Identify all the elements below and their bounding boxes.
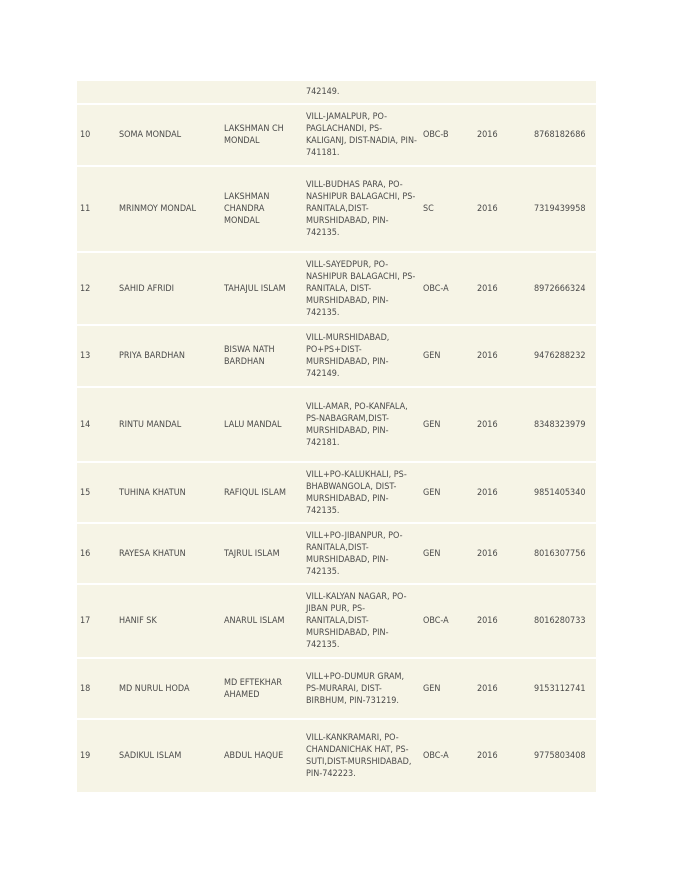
sn-cell: 14 <box>80 419 91 430</box>
address-cell: VILL+PO-JIBANPUR, PO-RANITALA,DIST-MURSHIDABAD, PIN-742135. <box>306 530 403 577</box>
address-cell: VILL-MURSHIDABAD, PO+PS+DIST-MURSHIDABAD, PIN-742149. <box>306 333 390 379</box>
sn-cell: 12 <box>80 283 91 294</box>
name-cell: HANIF SK <box>119 616 157 626</box>
address-cell: VILL+PO-KALUKHALI, PS-BHABWANGOLA, DIST-MURSHIDABAD, PIN-742135. <box>306 469 407 516</box>
address-cell: VILL-KALYAN NAGAR, PO-JIBAN PUR, PS-RANITALA,DIST-MURSHIDABAD, PIN-742135. <box>306 592 407 650</box>
name-cell: RAYESA KHATUN <box>119 548 186 559</box>
year-cell: 2016 <box>477 548 498 559</box>
father-cell: ANARUL ISLAM <box>224 616 285 626</box>
name-cell: MRINMOY MONDAL <box>119 204 196 214</box>
category-cell: OBC-A <box>423 751 449 761</box>
address-cell: VILL-BUDHAS PARA, PO-NASHIPUR BALAGACHI, PS-RANITALA,DIST-MURSHIDABAD, PIN-742135. <box>306 180 416 238</box>
phone-cell: 8348323979 <box>534 419 586 430</box>
table-row <box>77 659 596 720</box>
year-cell: 2016 <box>477 487 498 498</box>
year-cell: 2016 <box>477 419 498 430</box>
sn-cell: 15 <box>80 487 91 498</box>
address-cell: VILL-AMAR, PO-KANFALA, PS-NABAGRAM,DIST-MURSHIDABAD, PIN-742181. <box>306 401 408 448</box>
category-cell: OBC-A <box>423 616 449 626</box>
address-cell: VILL+PO-DUMUR GRAM, PS-MURARAI, DIST-BIRBHUM, PIN-731219. <box>306 671 405 706</box>
name-cell: PRIYA BARDHAN <box>119 351 185 361</box>
table-row <box>77 167 596 253</box>
phone-cell: 8972666324 <box>534 283 586 294</box>
table-row <box>77 253 596 326</box>
father-cell: ABDUL HAQUE <box>224 751 284 761</box>
phone-cell: 9476288232 <box>534 351 586 361</box>
address-cell: 742149. <box>306 87 340 97</box>
name-cell: TUHINA KHATUN <box>119 487 186 498</box>
year-cell: 2016 <box>477 283 498 294</box>
year-cell: 2016 <box>477 616 498 626</box>
table-row <box>77 326 596 388</box>
phone-cell: 8016280733 <box>534 616 586 626</box>
sn-cell: 19 <box>80 751 91 761</box>
table-row <box>77 585 596 659</box>
category-cell: OBC-A <box>423 283 449 294</box>
sn-cell: 13 <box>80 351 91 361</box>
table-row <box>77 720 596 794</box>
year-cell: 2016 <box>477 351 498 361</box>
category-cell: GEN <box>423 548 441 559</box>
category-cell: GEN <box>423 351 441 361</box>
sn-cell: 10 <box>80 130 91 140</box>
year-cell: 2016 <box>477 130 498 140</box>
phone-cell: 9851405340 <box>534 487 586 498</box>
category-cell: GEN <box>423 683 441 694</box>
table-row <box>77 388 596 463</box>
name-cell: SOMA MONDAL <box>119 130 182 140</box>
year-cell: 2016 <box>477 204 498 214</box>
sn-cell: 18 <box>80 683 91 694</box>
father-cell: TAHAJUL ISLAM <box>224 283 286 294</box>
name-cell: RINTU MANDAL <box>119 419 182 430</box>
phone-cell: 9153112741 <box>534 683 586 694</box>
phone-cell: 7319439958 <box>534 204 586 214</box>
category-cell: OBC-B <box>423 130 449 140</box>
table-row <box>77 105 596 167</box>
year-cell: 2016 <box>477 751 498 761</box>
phone-cell: 8016307756 <box>534 548 586 559</box>
father-cell: MD EFTEKHAR AHAMED <box>224 677 283 700</box>
category-cell: SC <box>423 204 434 214</box>
address-cell: VILL-SAYEDPUR, PO-NASHIPUR BALAGACHI, PS-RANITALA, DIST-MURSHIDABAD, PIN-742135. <box>306 259 416 318</box>
address-cell: VILL-KANKRAMARI, PO-CHANDANICHAK HAT, PS-SUTI,DIST-MURSHIDABAD, PIN-742223. <box>306 733 412 779</box>
phone-cell: 9775803408 <box>534 751 586 761</box>
father-cell: LAKSHMAN CH MONDAL <box>224 124 284 146</box>
father-cell: BISWA NATH BARDHAN <box>224 345 275 367</box>
sn-cell: 16 <box>80 548 91 559</box>
student-table <box>77 81 596 794</box>
category-cell: GEN <box>423 487 441 498</box>
father-cell: TAJRUL ISLAM <box>224 548 280 559</box>
address-cell: VILL-JAMALPUR, PO-PAGLACHANDI, PS-KALIGANJ, DIST-NADIA, PIN-741181. <box>306 112 417 158</box>
name-cell: MD NURUL HODA <box>119 683 190 694</box>
table-row-continued <box>77 81 596 105</box>
name-cell: SADIKUL ISLAM <box>119 751 182 761</box>
sn-cell: 17 <box>80 616 91 626</box>
father-cell: RAFIQUL ISLAM <box>224 487 286 498</box>
category-cell: GEN <box>423 419 441 430</box>
table-row <box>77 524 596 585</box>
father-cell: LALU MANDAL <box>224 419 282 430</box>
year-cell: 2016 <box>477 683 498 694</box>
table-row <box>77 463 596 524</box>
phone-cell: 8768182686 <box>534 130 586 140</box>
sn-cell: 11 <box>80 204 91 214</box>
father-cell: LAKSHMAN CHANDRA MONDAL <box>224 192 270 226</box>
name-cell: SAHID AFRIDI <box>119 283 174 294</box>
